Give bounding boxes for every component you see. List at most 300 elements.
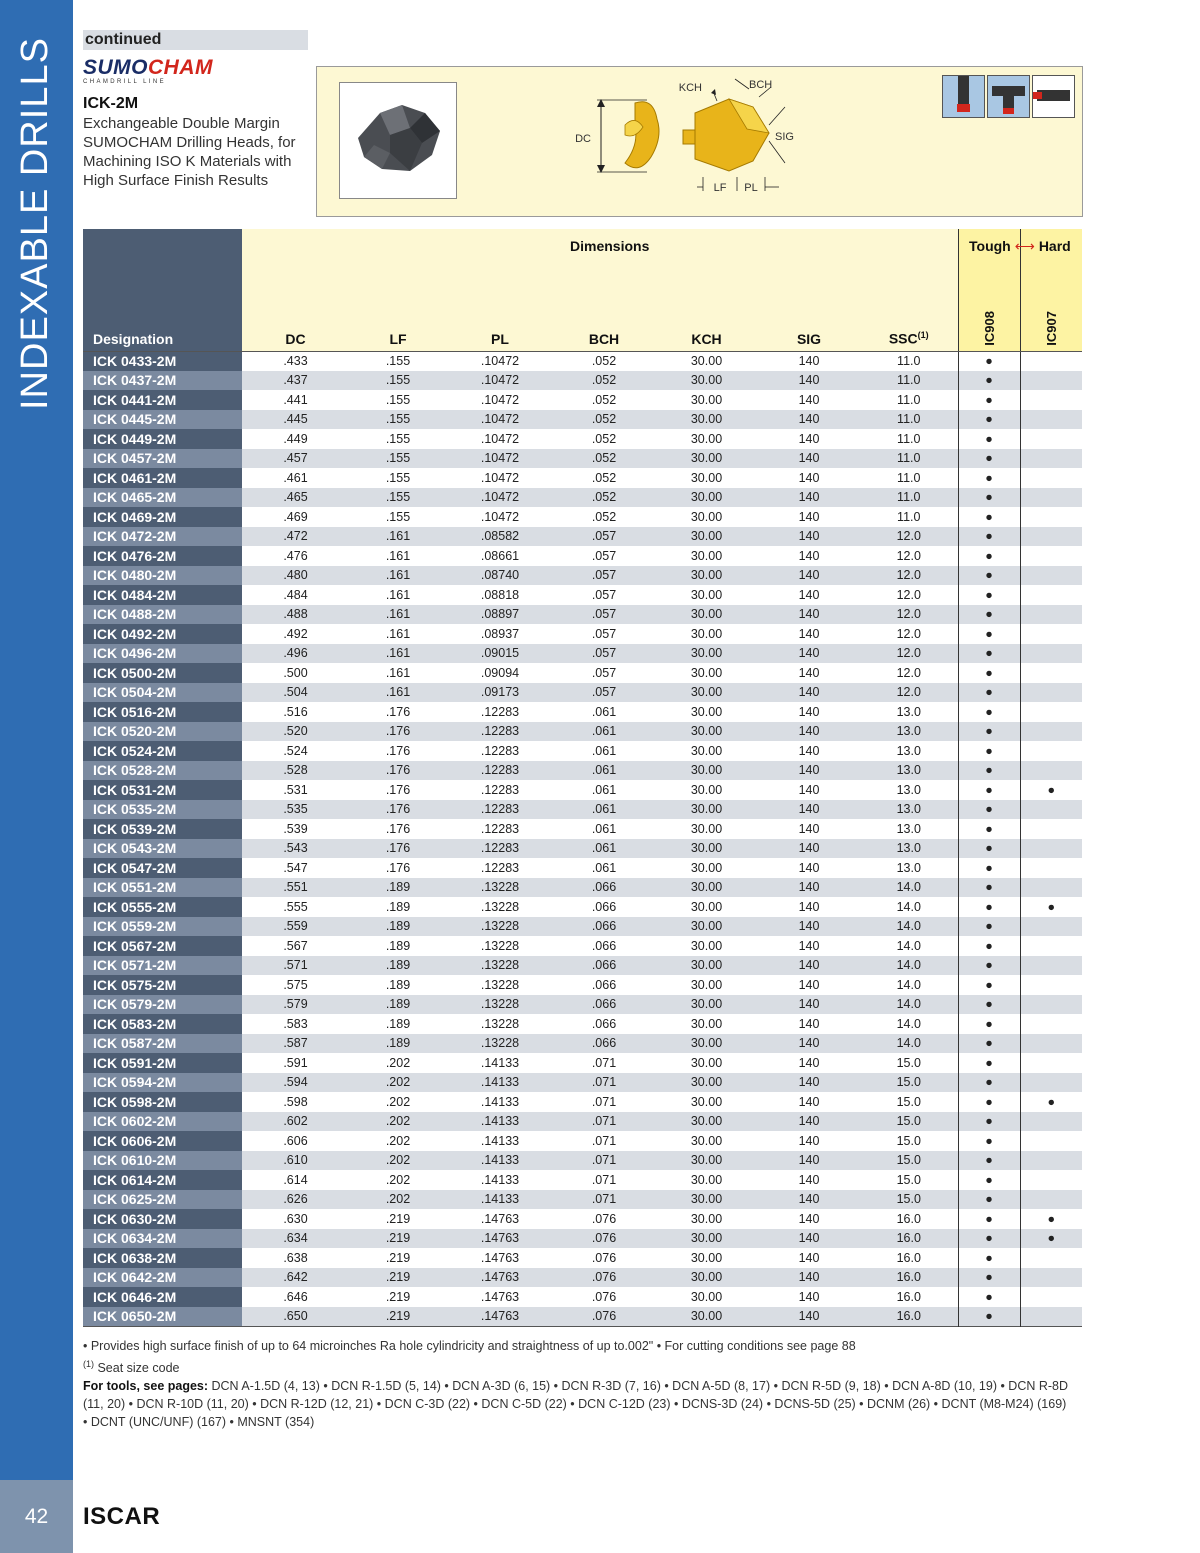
cell-designation: ICK 0634-2M: [83, 1229, 242, 1249]
cell-ssc: 11.0: [860, 371, 958, 391]
cell-sig: 140: [758, 527, 860, 547]
cell-designation: ICK 0472-2M: [83, 527, 242, 547]
cell-designation: ICK 0465-2M: [83, 488, 242, 508]
cell-ic907: [1020, 761, 1082, 781]
cell-sig: 140: [758, 507, 860, 527]
label-bch: BCH: [749, 79, 773, 91]
cell-sig: 140: [758, 683, 860, 703]
cell-dc: .630: [242, 1209, 349, 1229]
cell-ic907: [1020, 1034, 1082, 1054]
cell-ic907: [1020, 819, 1082, 839]
cell-sig: 140: [758, 644, 860, 664]
cell-lf: .189: [349, 878, 447, 898]
cell-ssc: 15.0: [860, 1151, 958, 1171]
cell-bch: .071: [553, 1190, 655, 1210]
col-kch: KCH: [655, 229, 758, 351]
cell-ic908: ●: [958, 683, 1020, 703]
cell-ssc: 14.0: [860, 1034, 958, 1054]
cell-pl: .14763: [447, 1248, 553, 1268]
col-designation: Designation: [83, 229, 242, 351]
cell-lf: .161: [349, 605, 447, 625]
cell-sig: 140: [758, 1209, 860, 1229]
cell-ic908: ●: [958, 741, 1020, 761]
cell-ic908: ●: [958, 468, 1020, 488]
cell-pl: .08937: [447, 624, 553, 644]
cell-sig: 140: [758, 1268, 860, 1288]
cell-pl: .13228: [447, 975, 553, 995]
cell-pl: .12283: [447, 839, 553, 859]
cell-sig: 140: [758, 410, 860, 430]
cell-ic908: ●: [958, 936, 1020, 956]
cell-dc: .591: [242, 1053, 349, 1073]
cell-sig: 140: [758, 566, 860, 586]
cell-sig: 140: [758, 995, 860, 1015]
table-row: [83, 917, 1082, 937]
cell-bch: .057: [553, 683, 655, 703]
cell-pl: .08897: [447, 605, 553, 625]
cell-ic907: [1020, 956, 1082, 976]
cell-designation: ICK 0441-2M: [83, 390, 242, 410]
cell-pl: .14763: [447, 1268, 553, 1288]
cell-lf: .202: [349, 1190, 447, 1210]
cell-ic908: ●: [958, 1190, 1020, 1210]
cell-ic907: [1020, 429, 1082, 449]
cell-ic907: [1020, 605, 1082, 625]
cell-pl: .14133: [447, 1151, 553, 1171]
cell-ic907: [1020, 975, 1082, 995]
cell-lf: .202: [349, 1053, 447, 1073]
cell-designation: ICK 0531-2M: [83, 780, 242, 800]
cell-ssc: 11.0: [860, 429, 958, 449]
cell-ssc: 11.0: [860, 351, 958, 371]
cell-ssc: 12.0: [860, 624, 958, 644]
col-ic908: IC908: [958, 229, 1020, 351]
cell-ic907: [1020, 566, 1082, 586]
cell-lf: .219: [349, 1307, 447, 1327]
cell-ic908: ●: [958, 449, 1020, 469]
cell-kch: 30.00: [655, 605, 758, 625]
table-row: [83, 995, 1082, 1015]
cell-pl: .08740: [447, 566, 553, 586]
cell-designation: ICK 0500-2M: [83, 663, 242, 683]
cell-designation: ICK 0579-2M: [83, 995, 242, 1015]
cell-kch: 30.00: [655, 1034, 758, 1054]
table-row: [83, 429, 1082, 449]
cell-ic908: ●: [958, 702, 1020, 722]
cell-ic907: [1020, 663, 1082, 683]
cell-pl: .08661: [447, 546, 553, 566]
cell-kch: 30.00: [655, 507, 758, 527]
cell-ic907: [1020, 722, 1082, 742]
cell-lf: .219: [349, 1209, 447, 1229]
cell-bch: .076: [553, 1287, 655, 1307]
cell-ssc: 11.0: [860, 507, 958, 527]
cell-kch: 30.00: [655, 1287, 758, 1307]
cell-bch: .052: [553, 429, 655, 449]
cell-ic907: [1020, 546, 1082, 566]
cell-lf: .176: [349, 722, 447, 742]
cell-pl: .14763: [447, 1229, 553, 1249]
cell-designation: ICK 0594-2M: [83, 1073, 242, 1093]
cell-kch: 30.00: [655, 1073, 758, 1093]
cell-kch: 30.00: [655, 449, 758, 469]
cell-lf: .202: [349, 1092, 447, 1112]
table-row: [83, 1034, 1082, 1054]
cell-dc: .504: [242, 683, 349, 703]
cell-ic908: ●: [958, 546, 1020, 566]
cell-kch: 30.00: [655, 956, 758, 976]
cell-kch: 30.00: [655, 1209, 758, 1229]
cell-designation: ICK 0516-2M: [83, 702, 242, 722]
cell-designation: ICK 0638-2M: [83, 1248, 242, 1268]
table-row: [83, 507, 1082, 527]
cell-dc: .539: [242, 819, 349, 839]
cell-sig: 140: [758, 1073, 860, 1093]
cell-ssc: 13.0: [860, 722, 958, 742]
cell-dc: .555: [242, 897, 349, 917]
cell-ic907: [1020, 741, 1082, 761]
cell-dc: .642: [242, 1268, 349, 1288]
cell-kch: 30.00: [655, 761, 758, 781]
cell-ic907: [1020, 1287, 1082, 1307]
cell-pl: .14133: [447, 1170, 553, 1190]
table-row: [83, 722, 1082, 742]
cell-dc: .528: [242, 761, 349, 781]
cell-ssc: 16.0: [860, 1268, 958, 1288]
cell-ic907: [1020, 410, 1082, 430]
cell-lf: .176: [349, 702, 447, 722]
cell-ic907: [1020, 1170, 1082, 1190]
cell-bch: .061: [553, 761, 655, 781]
cell-kch: 30.00: [655, 1248, 758, 1268]
cell-designation: ICK 0445-2M: [83, 410, 242, 430]
cell-ssc: 12.0: [860, 546, 958, 566]
cell-ic907: [1020, 1131, 1082, 1151]
cell-bch: .071: [553, 1073, 655, 1093]
label-dc: DC: [575, 133, 591, 145]
cell-ssc: 12.0: [860, 527, 958, 547]
cell-designation: ICK 0433-2M: [83, 351, 242, 371]
table-row: [83, 800, 1082, 820]
cell-kch: 30.00: [655, 819, 758, 839]
cell-kch: 30.00: [655, 917, 758, 937]
footnote-line-1: • Provides high surface finish of up to 64 microinches Ra hole cylindricity and straightness of up to.002" • For cutting conditions see page 88: [83, 1339, 856, 1353]
cell-ssc: 14.0: [860, 878, 958, 898]
table-row: [83, 566, 1082, 586]
cell-sig: 140: [758, 351, 860, 371]
cell-lf: .189: [349, 917, 447, 937]
table-row: [83, 683, 1082, 703]
cell-kch: 30.00: [655, 624, 758, 644]
cell-sig: 140: [758, 897, 860, 917]
cell-bch: .066: [553, 995, 655, 1015]
cell-bch: .071: [553, 1112, 655, 1132]
cell-ssc: 15.0: [860, 1190, 958, 1210]
cell-kch: 30.00: [655, 546, 758, 566]
cell-designation: ICK 0476-2M: [83, 546, 242, 566]
cell-bch: .057: [553, 566, 655, 586]
cell-ssc: 13.0: [860, 780, 958, 800]
logo-part-2: CHAM: [148, 56, 213, 79]
cell-dc: .638: [242, 1248, 349, 1268]
cell-kch: 30.00: [655, 995, 758, 1015]
cell-dc: .449: [242, 429, 349, 449]
cell-pl: .12283: [447, 800, 553, 820]
cell-sig: 140: [758, 800, 860, 820]
sumocham-logo: [83, 58, 213, 86]
cell-kch: 30.00: [655, 897, 758, 917]
cell-ic908: ●: [958, 995, 1020, 1015]
cell-ic908: ●: [958, 956, 1020, 976]
cell-lf: .202: [349, 1151, 447, 1171]
cell-pl: .14133: [447, 1190, 553, 1210]
cell-kch: 30.00: [655, 683, 758, 703]
cell-ic907: [1020, 858, 1082, 878]
cell-ic908: ●: [958, 780, 1020, 800]
cell-dc: .567: [242, 936, 349, 956]
cell-pl: .12283: [447, 780, 553, 800]
cell-designation: ICK 0591-2M: [83, 1053, 242, 1073]
cell-designation: ICK 0606-2M: [83, 1131, 242, 1151]
cell-bch: .057: [553, 546, 655, 566]
table-row: [83, 390, 1082, 410]
cell-ssc: 13.0: [860, 858, 958, 878]
logo-subtitle: CHAMDRILL LINE: [83, 79, 167, 85]
cell-lf: .161: [349, 624, 447, 644]
cell-ic908: ●: [958, 585, 1020, 605]
label-sig: SIG: [775, 131, 794, 143]
cell-dc: .602: [242, 1112, 349, 1132]
cell-kch: 30.00: [655, 1190, 758, 1210]
cell-bch: .066: [553, 897, 655, 917]
cell-dc: .626: [242, 1190, 349, 1210]
cell-bch: .076: [553, 1229, 655, 1249]
cell-dc: .598: [242, 1092, 349, 1112]
cell-ic907: [1020, 1248, 1082, 1268]
cell-ic908: ●: [958, 917, 1020, 937]
cell-kch: 30.00: [655, 1170, 758, 1190]
cell-kch: 30.00: [655, 858, 758, 878]
cell-ssc: 13.0: [860, 702, 958, 722]
cell-lf: .176: [349, 819, 447, 839]
table-row: [83, 1053, 1082, 1073]
cell-pl: .13228: [447, 878, 553, 898]
cell-ic907: [1020, 839, 1082, 859]
cell-dc: .496: [242, 644, 349, 664]
cell-ssc: 13.0: [860, 800, 958, 820]
table-row: [83, 975, 1082, 995]
table-row: [83, 956, 1082, 976]
cell-designation: ICK 0492-2M: [83, 624, 242, 644]
cell-lf: .155: [349, 507, 447, 527]
col-bch: BCH: [553, 229, 655, 351]
cell-ic908: ●: [958, 800, 1020, 820]
cell-designation: ICK 0602-2M: [83, 1112, 242, 1132]
table-row: [83, 761, 1082, 781]
cell-lf: .189: [349, 897, 447, 917]
table-row: [83, 351, 1082, 371]
cell-ssc: 16.0: [860, 1209, 958, 1229]
cell-sig: 140: [758, 1131, 860, 1151]
cell-designation: ICK 0535-2M: [83, 800, 242, 820]
cell-pl: .14763: [447, 1209, 553, 1229]
cell-ssc: 13.0: [860, 741, 958, 761]
cell-kch: 30.00: [655, 1131, 758, 1151]
cell-ssc: 14.0: [860, 995, 958, 1015]
cell-dc: .516: [242, 702, 349, 722]
application-drilling-icon: [942, 75, 985, 118]
cell-ssc: 15.0: [860, 1073, 958, 1093]
cell-kch: 30.00: [655, 468, 758, 488]
cell-designation: ICK 0539-2M: [83, 819, 242, 839]
cell-sig: 140: [758, 936, 860, 956]
table-row: [83, 702, 1082, 722]
col-sig: SIG: [758, 229, 860, 351]
cell-ic908: ●: [958, 663, 1020, 683]
table-row: [83, 839, 1082, 859]
cell-pl: .12283: [447, 858, 553, 878]
cell-lf: .161: [349, 566, 447, 586]
cell-sig: 140: [758, 371, 860, 391]
cell-lf: .161: [349, 683, 447, 703]
cell-dc: .551: [242, 878, 349, 898]
cell-ic907: [1020, 1151, 1082, 1171]
cell-designation: ICK 0642-2M: [83, 1268, 242, 1288]
cell-ic907: [1020, 644, 1082, 664]
cell-ic907: [1020, 390, 1082, 410]
cell-dc: .587: [242, 1034, 349, 1054]
cell-bch: .052: [553, 390, 655, 410]
cell-kch: 30.00: [655, 1092, 758, 1112]
cell-dc: .650: [242, 1307, 349, 1327]
cell-bch: .066: [553, 956, 655, 976]
cell-lf: .161: [349, 585, 447, 605]
cell-ssc: 13.0: [860, 819, 958, 839]
cell-pl: .14763: [447, 1307, 553, 1327]
cell-pl: .12283: [447, 741, 553, 761]
cell-sig: 140: [758, 917, 860, 937]
table-row: [83, 663, 1082, 683]
cell-ic908: ●: [958, 390, 1020, 410]
cell-bch: .061: [553, 839, 655, 859]
cell-ic907: ●: [1020, 780, 1082, 800]
cell-dc: .484: [242, 585, 349, 605]
footer-brand: ISCAR: [83, 1503, 161, 1530]
cell-kch: 30.00: [655, 644, 758, 664]
cell-kch: 30.00: [655, 390, 758, 410]
cell-sig: 140: [758, 878, 860, 898]
cell-ic908: ●: [958, 878, 1020, 898]
cell-ic907: ●: [1020, 1092, 1082, 1112]
cell-sig: 140: [758, 858, 860, 878]
cell-ic908: ●: [958, 761, 1020, 781]
cell-dc: .441: [242, 390, 349, 410]
cell-dc: .469: [242, 507, 349, 527]
cell-bch: .052: [553, 488, 655, 508]
cell-sig: 140: [758, 663, 860, 683]
cell-ssc: 12.0: [860, 683, 958, 703]
cell-pl: .14133: [447, 1053, 553, 1073]
cell-lf: .219: [349, 1248, 447, 1268]
cell-sig: 140: [758, 1287, 860, 1307]
cell-bch: .071: [553, 1170, 655, 1190]
cell-ic907: [1020, 683, 1082, 703]
cell-designation: ICK 0457-2M: [83, 449, 242, 469]
col-ic907: IC907: [1020, 229, 1082, 351]
cell-dc: .433: [242, 351, 349, 371]
side-title: INDEXABLE DRILLS: [14, 37, 56, 410]
cell-ic907: [1020, 488, 1082, 508]
cell-pl: .10472: [447, 507, 553, 527]
cell-bch: .061: [553, 780, 655, 800]
cell-ic908: ●: [958, 624, 1020, 644]
table-row: [83, 1307, 1082, 1327]
cell-bch: .061: [553, 702, 655, 722]
cell-kch: 30.00: [655, 800, 758, 820]
cell-ic908: ●: [958, 897, 1020, 917]
cell-bch: .052: [553, 410, 655, 430]
cell-pl: .10472: [447, 390, 553, 410]
cell-kch: 30.00: [655, 839, 758, 859]
illustration-panel: [316, 66, 1083, 217]
cell-sig: 140: [758, 702, 860, 722]
cell-bch: .066: [553, 1034, 655, 1054]
cell-sig: 140: [758, 585, 860, 605]
cell-dc: .476: [242, 546, 349, 566]
cell-pl: .13228: [447, 897, 553, 917]
cell-designation: ICK 0461-2M: [83, 468, 242, 488]
cell-lf: .189: [349, 995, 447, 1015]
cell-dc: .606: [242, 1131, 349, 1151]
table-row: [83, 1248, 1082, 1268]
cell-dc: .571: [242, 956, 349, 976]
cell-pl: .12283: [447, 761, 553, 781]
cell-ssc: 11.0: [860, 449, 958, 469]
cell-ic908: ●: [958, 722, 1020, 742]
cell-bch: .071: [553, 1151, 655, 1171]
cell-ic907: [1020, 507, 1082, 527]
table-row: [83, 449, 1082, 469]
cell-designation: ICK 0610-2M: [83, 1151, 242, 1171]
table-row: [83, 897, 1082, 917]
table-row: [83, 878, 1082, 898]
cell-sig: 140: [758, 1014, 860, 1034]
cell-dc: .480: [242, 566, 349, 586]
table-row: [83, 585, 1082, 605]
cell-sig: 140: [758, 975, 860, 995]
cell-ic908: ●: [958, 1053, 1020, 1073]
cell-kch: 30.00: [655, 1014, 758, 1034]
cell-ssc: 11.0: [860, 488, 958, 508]
col-dc: DC: [242, 229, 349, 351]
cell-lf: .155: [349, 410, 447, 430]
cell-ic908: ●: [958, 1092, 1020, 1112]
cell-dc: .614: [242, 1170, 349, 1190]
cell-bch: .061: [553, 722, 655, 742]
cell-lf: .161: [349, 644, 447, 664]
cell-ic908: ●: [958, 1248, 1020, 1268]
table-row: [83, 858, 1082, 878]
cell-designation: ICK 0571-2M: [83, 956, 242, 976]
cell-ic908: ●: [958, 566, 1020, 586]
cell-ssc: 12.0: [860, 566, 958, 586]
cell-ic908: ●: [958, 410, 1020, 430]
cell-ic908: ●: [958, 1287, 1020, 1307]
cell-ic907: [1020, 995, 1082, 1015]
cell-ic907: ●: [1020, 1209, 1082, 1229]
cell-ssc: 13.0: [860, 761, 958, 781]
table-row: [83, 1131, 1082, 1151]
